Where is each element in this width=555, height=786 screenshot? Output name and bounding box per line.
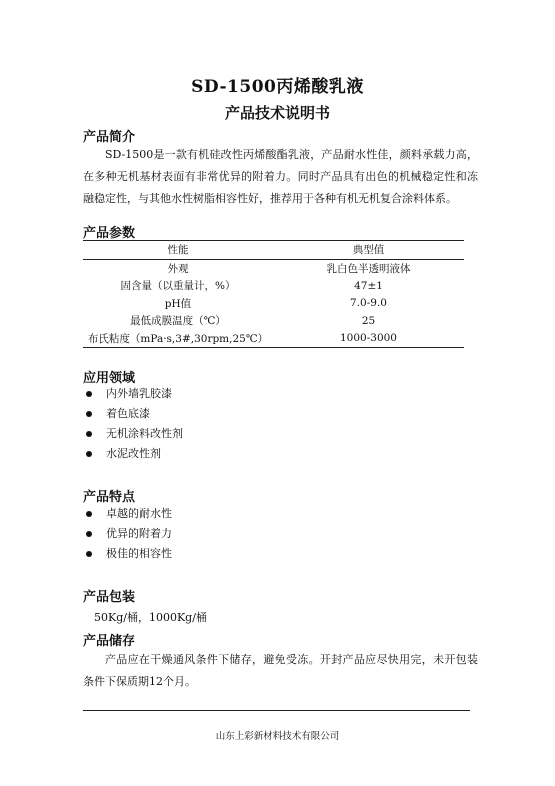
bullet-icon [86,391,92,397]
intro-paragraph: SD-1500是一款有机硅改性丙烯酸酯乳液，产品耐水性佳，颜料承载力高，在多种无机基材表面有非常优异的附着力。同时产品具有出色的机械稳定性和冻融稳定性，与其他水性树脂相容性好，推荐用于各种有机无机复合涂料体系。 [83,148,478,205]
list-item [83,404,183,424]
list-item-label: 水泥改性剂 [106,447,161,460]
bullet-icon [86,411,92,417]
list-item-label: 无机涂料改性剂 [106,427,183,440]
table-row [83,295,464,313]
footer-company: 山东上彩新材料技术有限公司 [215,731,340,742]
bullet-icon [86,431,92,437]
applications-list [83,384,183,464]
list-item [83,544,172,564]
table-cell: 布氏粘度（mPa·s,3#,30rpm,25℃） [87,332,269,345]
bullet-icon [86,451,92,457]
table-header-row [83,241,464,260]
table-cell: 最低成膜温度（℃） [130,315,226,328]
bullet-icon [86,531,92,537]
table-row [83,312,464,330]
list-item [83,424,183,444]
table-cell: 外观 [167,262,189,275]
bullet-icon [86,511,92,517]
list-item [83,384,183,404]
list-item-label: 极佳的相容性 [106,547,172,560]
table-cell: 25 [361,314,376,327]
table-row [83,277,464,295]
table-cell: 47±1 [354,279,383,292]
table-row [83,259,464,277]
table-cell: 1000-3000 [340,332,397,345]
list-item [83,504,172,524]
list-item-label: 优异的附着力 [106,527,172,540]
table-row [83,330,464,348]
table-cell: 固含量（以重量计，%） [120,280,236,293]
list-item-label: 卓越的耐水性 [106,507,172,520]
table-cell: 乳白色半透明液体 [326,262,411,275]
intro-heading: 产品简介 [83,130,136,145]
storage-paragraph: 产品应在干燥通风条件下储存，避免受冻。开封产品应尽快用完，未开包装条件下保质期12个月。 [83,653,478,688]
list-item-label: 着色底漆 [106,407,150,420]
footer-divider [83,710,470,711]
storage-heading: 产品储存 [83,634,136,649]
document-subtitle: 产品技术说明书 [224,104,330,122]
list-item [83,524,172,544]
list-item-label: 内外墙乳胶漆 [106,387,172,400]
bullet-icon [86,551,92,557]
table-cell: pH值 [164,297,192,310]
features-heading: 产品特点 [83,490,136,505]
document-title: SD-1500丙烯酸乳液 [191,77,364,97]
table-cell: 7.0-9.0 [350,297,387,310]
applications-heading: 应用领域 [83,371,136,386]
packaging-text: 50Kg/桶，1000Kg/桶 [94,611,207,624]
table-header-cell: 典型值 [352,244,385,257]
list-item [83,444,183,464]
features-list [83,504,172,564]
params-heading: 产品参数 [83,226,136,241]
packaging-heading: 产品包装 [83,590,136,605]
params-table [83,240,464,348]
table-header-cell: 性能 [167,244,189,257]
